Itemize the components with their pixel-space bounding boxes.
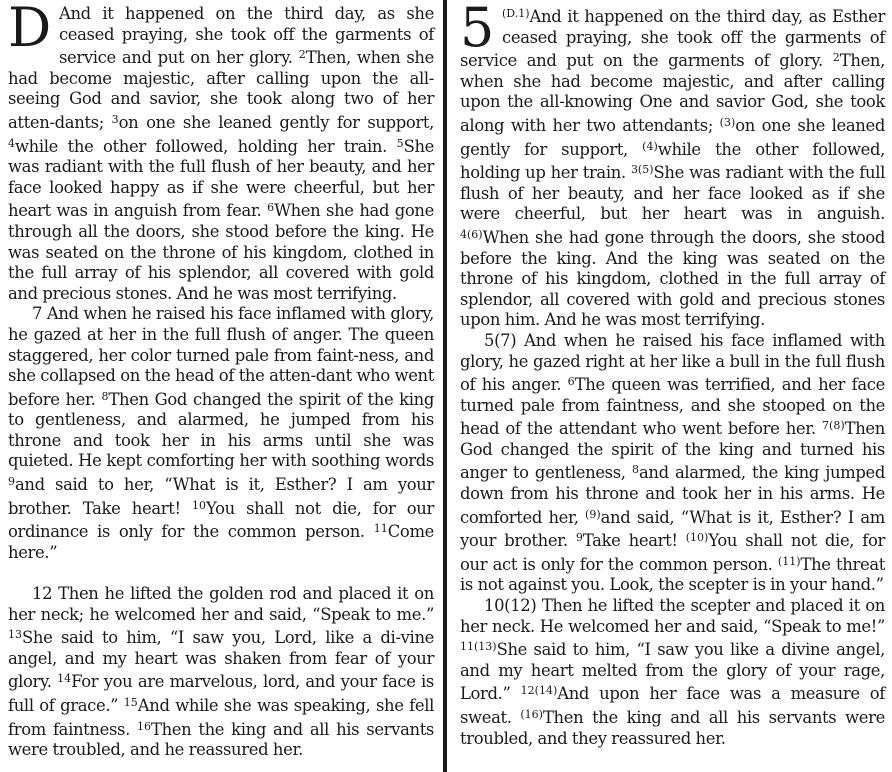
verse-text: Then God changed the spirit of the king to gentleness, and alarmed, he jumped from his throne and took her in his arms until she was quieted. He kept comforting her with soothing words	[8, 389, 435, 471]
verse-text: She said to him, “I saw you like a divine angel, and my heart melted from the glory of your rage, Lord.”	[460, 640, 885, 704]
verse-text: and alarmed, the king jumped down from his throne and took her in his arms. He comforted her,	[460, 463, 885, 527]
verse-text: Then God changed the spirit of the king and turned his anger to gentleness,	[460, 419, 885, 483]
verse-number: 4	[8, 136, 15, 150]
verse-number: 2	[298, 48, 306, 62]
verse-number: 3	[111, 112, 119, 126]
verse-text: When she had gone through all the doors, she stood before the king. He was seated on the throne of his kingdom, clothed in the full array of his splendor, all covered with gold and precious stones. And he was most terrifying.	[8, 201, 434, 303]
verse-number: 11(13)	[460, 640, 497, 654]
paragraph	[460, 331, 885, 596]
left-column	[8, 0, 435, 761]
verse-number: 15	[123, 696, 138, 709]
verse-text: She was radiant with the full flush of her beauty, and her face looked happy as if she were cheerful, but her heart was in anguish from fear.	[8, 136, 434, 221]
verse-text: You shall not die, for our ordinance is only for the common person.	[8, 498, 434, 542]
verse-number: 3(5)	[630, 163, 654, 177]
verse-text: while the other followed, holding her train.	[15, 136, 397, 156]
verse-number: 7(8)	[822, 419, 845, 433]
verse-number: 8	[101, 389, 109, 403]
verse-number: 9	[8, 475, 15, 489]
verse-text: When she had gone through the doors, she stood before the king. And the king was seated on the throne of his kingdom, clothed in the full array of splendor, all covered with gold and precious stones upon him. And he was most terrifying.	[460, 227, 885, 330]
drop-cap: D	[8, 0, 51, 59]
verse-number: 10	[192, 498, 207, 512]
verse-number: 11	[373, 522, 388, 536]
verse-number: (9)	[585, 507, 601, 521]
verse-number: (10)	[685, 531, 709, 545]
verse-number: 2	[832, 51, 840, 65]
drop-cap: 5	[460, 0, 495, 59]
verse-text: on one she leaned gently for support,	[118, 112, 434, 132]
verse-number: (D.1)	[502, 7, 530, 20]
verse-number: 12(14)	[520, 684, 558, 698]
verse-text: She said to him, “I saw you, Lord, like a di-vine angel, and my heart was shaken from fear of your glory.	[8, 628, 434, 692]
verse-text: She was radiant with the full flush of her beauty, and her face looked as if she were cheerful, but her heart was in anguish.	[460, 163, 885, 224]
verse-text: Then the king and all his servants were troubled, and he reassured her.	[8, 719, 434, 760]
verse-text: For you are marvelous, lord, and your face is full of grace.”	[8, 672, 434, 715]
verse-number: 13	[8, 628, 22, 642]
paragraph	[8, 304, 434, 563]
verse-number: (16)	[520, 708, 543, 721]
verse-text: Take heart!	[582, 531, 686, 551]
verse-text: Then the king and all his servants were troubled, and they reassured her.	[460, 708, 885, 748]
paragraph	[8, 0, 434, 304]
verse-number: 16	[136, 719, 151, 733]
verse-text: Then, when she had become majestic, after calling upon the all-seeing God and savior, she took along two of her atten-dants;	[8, 48, 434, 132]
verse-text: on one she leaned gently for support,	[460, 115, 885, 159]
verse-number: 5	[396, 136, 404, 150]
verse-text: and said, “What is it, Esther? I am your brother.	[460, 507, 885, 551]
verse-text: And it happened on the third day, as she ceased praying, she took off the garments of service and put on her glory.	[58, 4, 434, 68]
verse-text: And upon her face was a measure of sweat.	[460, 684, 885, 727]
verse-number: 4(6)	[460, 227, 483, 241]
verse-text: The threat is not against you. Look, the scepter is in your hand.”	[460, 554, 885, 595]
verse-text: And it happened on the third day, as Esther ceased praying, she took off the garments of service and put on the garments of glory.	[460, 7, 885, 71]
verse-text: The queen was terrified, and her face turned pale from faintness, and she stooped on the head of the attendant who went before her.	[460, 375, 885, 439]
verse-number: (11)	[777, 554, 801, 568]
verse-text: Come here.”	[8, 522, 434, 562]
verse-text: 12 Then he lifted the golden rod and placed it on her neck; he welcomed her and said, “Speak to me.”	[8, 584, 434, 624]
verse-number: 6	[567, 375, 575, 389]
verse-number: 14	[57, 672, 72, 686]
verse-text: You shall not die, for our act is only for the common person.	[460, 531, 885, 574]
verse-text: 5(7) And when he raised his face inflamed with glory, he gazed right at her like a bull in the full flush of his anger.	[460, 330, 885, 395]
verse-text: while the other followed, holding up her train.	[460, 139, 885, 183]
column-divider	[443, 0, 447, 772]
verse-number: (4)	[642, 139, 658, 153]
verse-text: 10(12) Then he lifted the scepter and placed it on her neck. He welcomed her and said, “Speak to me!”	[460, 596, 885, 636]
verse-text: and said to her, “What is it, Esther? I am your brother. Take heart!	[8, 475, 434, 518]
paragraph	[460, 0, 885, 331]
verse-number: 8	[631, 463, 639, 477]
paragraph	[8, 584, 434, 761]
verse-text: Then, when she had become majestic, and after calling upon the all-knowing One and savior God, she took along with her two attendants;	[460, 51, 885, 135]
verse-number: 9	[575, 531, 583, 545]
paragraph	[460, 596, 885, 749]
verse-number: (3)	[719, 115, 736, 129]
verse-text: 7 And when he raised his face inflamed with glory, he gazed at her in the full flush of anger. The queen staggered, her color turned pale from faint-ness, and she collapsed on the head of the atten-dant who went before her.	[8, 304, 434, 409]
verse-number: 6	[267, 201, 275, 215]
verse-text: And while she was speaking, she fell from faintness.	[8, 696, 434, 739]
right-column	[460, 0, 885, 749]
